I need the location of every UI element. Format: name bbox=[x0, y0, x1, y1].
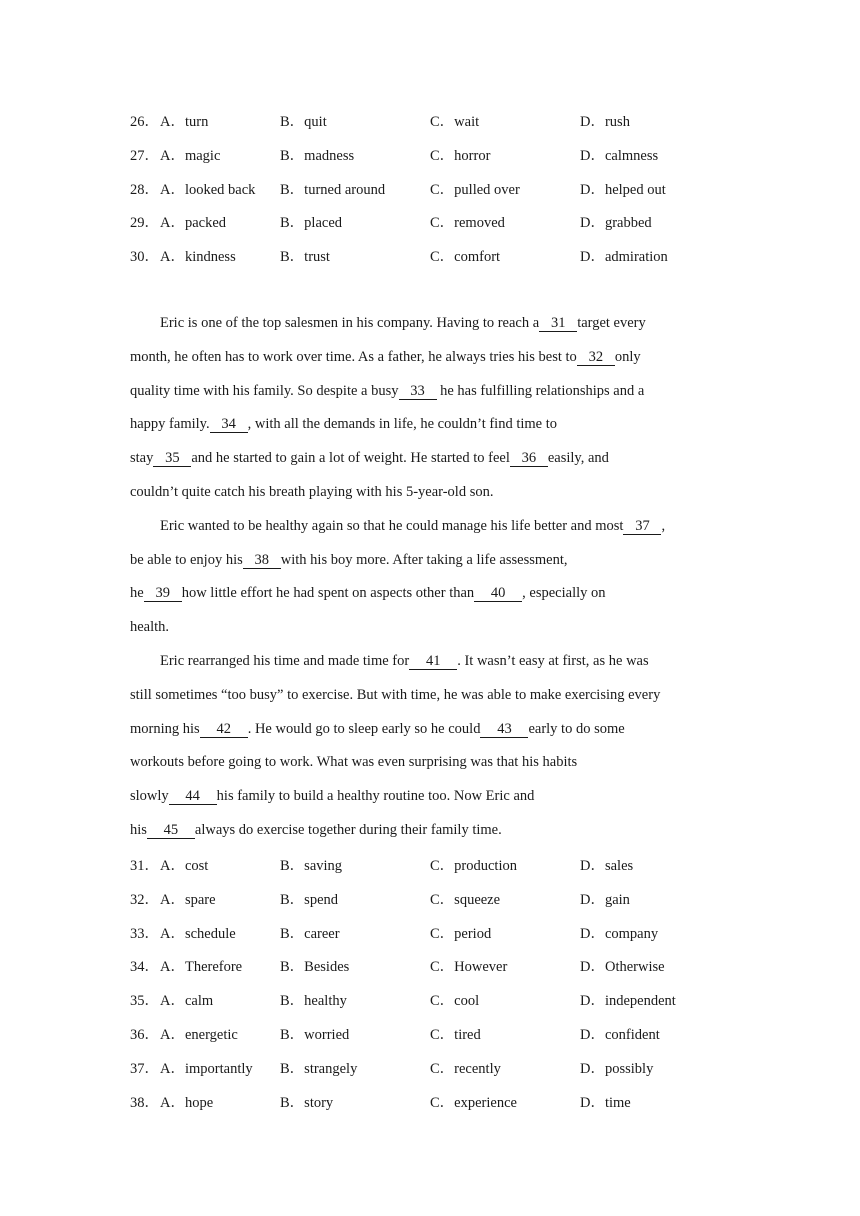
question-number: 34． bbox=[130, 959, 159, 976]
passage-line: he 39 how little effort he had spent on aspects other than 40 , especially on bbox=[130, 585, 606, 602]
option-c: C．comfort bbox=[430, 249, 501, 266]
option-b: B．strangely bbox=[280, 1060, 358, 1077]
option-d: D．company bbox=[580, 925, 659, 942]
question-options-26-30 bbox=[130, 114, 770, 283]
option-c: C．However bbox=[430, 959, 508, 976]
question-number: 32． bbox=[130, 891, 159, 908]
option-d: D．gain bbox=[580, 891, 630, 908]
option-b: B．quit bbox=[280, 114, 327, 130]
option-d: D．calmness bbox=[580, 147, 659, 164]
option-c: C．recently bbox=[430, 1060, 501, 1077]
option-a: A．kindness bbox=[160, 249, 236, 266]
passage-line: happy family. 34 , with all the demands in life, he couldn’t find time to bbox=[130, 416, 558, 433]
question-number: 31． bbox=[130, 858, 159, 874]
blank-33: 33 bbox=[399, 384, 437, 400]
question-number: 27． bbox=[130, 147, 159, 164]
passage-line: stay 35 and he started to gain a lot of weight. He started to feel 36 easily, and bbox=[130, 450, 609, 467]
passage-line: morning his 42 . He would go to sleep early so he could 43 early to do some bbox=[130, 720, 625, 737]
option-a: A．packed bbox=[160, 215, 227, 232]
blank-34: 34 bbox=[210, 417, 248, 433]
option-a: A．spare bbox=[160, 891, 216, 908]
question-number: 36． bbox=[130, 1026, 159, 1043]
option-b: B．worried bbox=[280, 1026, 350, 1043]
blank-32: 32 bbox=[577, 350, 615, 366]
option-b: B．healthy bbox=[280, 993, 347, 1010]
option-a: A．importantly bbox=[160, 1060, 253, 1077]
option-c: C．experience bbox=[430, 1094, 517, 1111]
passage-line: Eric rearranged his time and made time for 41 . It wasn’t easy at first, as he was bbox=[160, 652, 649, 669]
option-b: B．Besides bbox=[280, 959, 350, 976]
option-d: D．independent bbox=[580, 993, 676, 1010]
blank-42: 42 bbox=[200, 722, 248, 738]
question-row-32 bbox=[130, 892, 770, 926]
passage-line: quality time with his family. So despite a busy 33 he has fulfilling relationships and a bbox=[130, 382, 645, 399]
option-b: B．placed bbox=[280, 215, 343, 232]
option-d: D．helped out bbox=[580, 181, 666, 198]
option-a: A．turn bbox=[160, 114, 209, 130]
option-c: C．cool bbox=[430, 993, 480, 1010]
option-a: A．cost bbox=[160, 858, 209, 874]
option-d: D．possibly bbox=[580, 1060, 654, 1077]
passage-line: still sometimes “too busy” to exercise. But with time, he was able to make exercising every bbox=[130, 686, 661, 703]
option-d: D．sales bbox=[580, 858, 634, 874]
option-d: D．rush bbox=[580, 114, 630, 130]
question-row-36 bbox=[130, 1027, 770, 1061]
question-row-31 bbox=[130, 858, 770, 892]
option-d: D．confident bbox=[580, 1026, 660, 1043]
blank-41: 41 bbox=[409, 654, 457, 670]
question-number: 26． bbox=[130, 114, 159, 130]
option-a: A．looked back bbox=[160, 181, 256, 198]
question-row-30 bbox=[130, 249, 770, 283]
blank-45: 45 bbox=[147, 823, 195, 839]
blank-40: 40 bbox=[474, 586, 522, 602]
passage-line: be able to enjoy his 38 with his boy more. After taking a life assessment, bbox=[130, 551, 568, 568]
blank-36: 36 bbox=[510, 451, 548, 467]
blank-39: 39 bbox=[144, 586, 182, 602]
passage-line: his 45 always do exercise together during their family time. bbox=[130, 821, 502, 838]
passage-line: Eric wanted to be healthy again so that he could manage his life better and most 37 , bbox=[160, 517, 666, 534]
option-b: B．story bbox=[280, 1094, 334, 1111]
option-a: A．hope bbox=[160, 1094, 214, 1111]
passage-line: month, he often has to work over time. As a father, he always tries his best to 32 only bbox=[130, 348, 641, 365]
option-c: C．squeeze bbox=[430, 891, 501, 908]
passage-line: Eric is one of the top salesmen in his company. Having to reach a 31 target every bbox=[160, 315, 646, 331]
blank-43: 43 bbox=[480, 722, 528, 738]
option-c: C．production bbox=[430, 858, 517, 874]
option-a: A．calm bbox=[160, 993, 214, 1010]
option-b: B．spend bbox=[280, 891, 338, 908]
option-b: B．saving bbox=[280, 858, 343, 874]
question-row-29 bbox=[130, 215, 770, 249]
question-row-34 bbox=[130, 959, 770, 993]
option-d: D．time bbox=[580, 1094, 631, 1111]
option-c: C．removed bbox=[430, 215, 505, 232]
question-row-28 bbox=[130, 182, 770, 216]
question-number: 29． bbox=[130, 215, 159, 232]
option-c: C．tired bbox=[430, 1026, 481, 1043]
blank-31: 31 bbox=[539, 316, 577, 332]
question-row-37 bbox=[130, 1061, 770, 1095]
cloze-passage bbox=[130, 315, 740, 856]
question-row-35 bbox=[130, 993, 770, 1027]
question-number: 37． bbox=[130, 1060, 159, 1077]
option-b: B．turned around bbox=[280, 181, 386, 198]
blank-35: 35 bbox=[153, 451, 191, 467]
blank-44: 44 bbox=[169, 789, 217, 805]
question-row-38 bbox=[130, 1095, 770, 1129]
option-a: A．energetic bbox=[160, 1026, 238, 1043]
blank-37: 37 bbox=[623, 519, 661, 535]
option-d: D．grabbed bbox=[580, 215, 652, 232]
option-b: B．trust bbox=[280, 249, 330, 266]
option-c: C．horror bbox=[430, 147, 491, 164]
option-c: C．wait bbox=[430, 114, 480, 130]
question-row-33 bbox=[130, 926, 770, 960]
blank-38: 38 bbox=[243, 553, 281, 569]
option-b: B．madness bbox=[280, 147, 355, 164]
option-a: A．schedule bbox=[160, 925, 236, 942]
question-row-27 bbox=[130, 148, 770, 182]
question-number: 28． bbox=[130, 181, 159, 198]
passage-line: slowly 44 his family to build a healthy routine too. Now Eric and bbox=[130, 788, 535, 805]
question-number: 30． bbox=[130, 249, 159, 266]
option-c: C．period bbox=[430, 925, 492, 942]
passage-line: couldn’t quite catch his breath playing with his 5-year-old son. bbox=[130, 483, 494, 500]
option-b: B．career bbox=[280, 925, 340, 942]
passage-line: health. bbox=[130, 619, 170, 636]
option-c: C．pulled over bbox=[430, 181, 520, 198]
question-row-26 bbox=[130, 114, 770, 148]
option-d: D．admiration bbox=[580, 249, 668, 266]
question-number: 38． bbox=[130, 1094, 159, 1111]
question-options-31-38 bbox=[130, 858, 770, 1128]
question-number: 33． bbox=[130, 925, 159, 942]
option-a: A．Therefore bbox=[160, 959, 243, 976]
option-d: D．Otherwise bbox=[580, 959, 665, 976]
option-a: A．magic bbox=[160, 147, 221, 164]
question-number: 35． bbox=[130, 993, 159, 1010]
passage-line: workouts before going to work. What was even surprising was that his habits bbox=[130, 754, 578, 771]
